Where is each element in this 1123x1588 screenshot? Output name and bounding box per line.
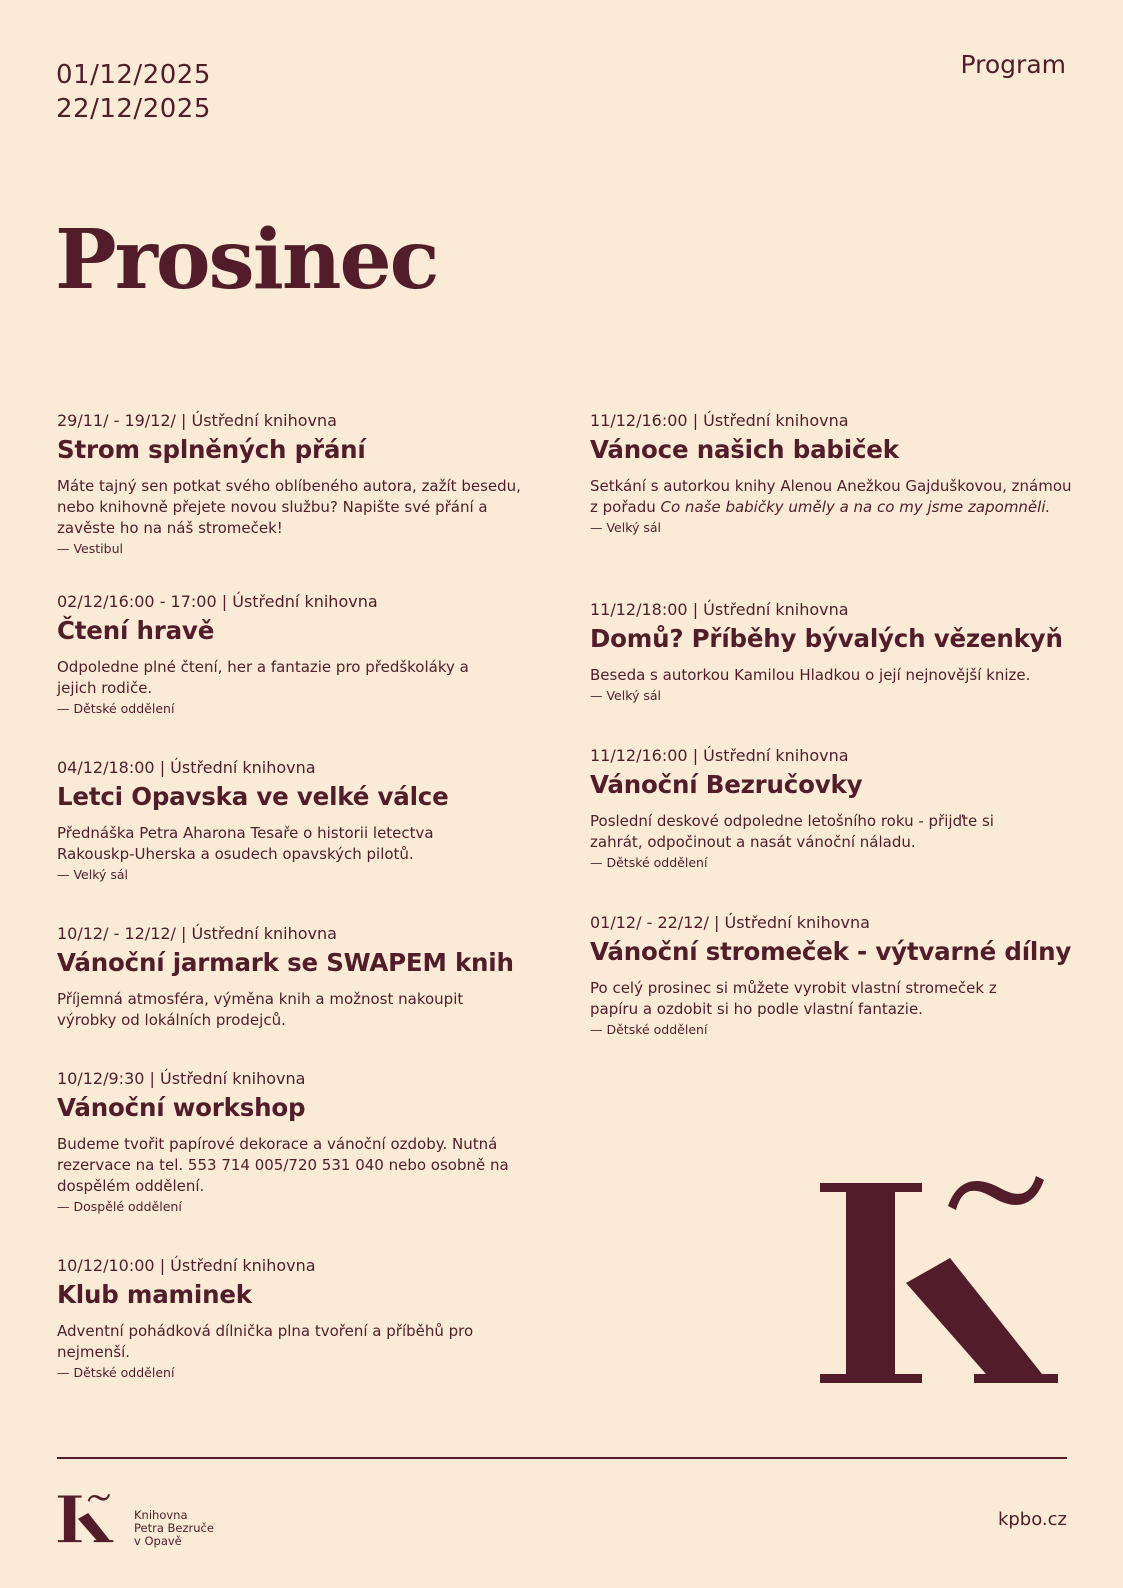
event-letci-opavska xyxy=(57,757,547,884)
event-location: — Dětské oddělení xyxy=(57,701,175,716)
event-location: — Velký sál xyxy=(57,867,129,882)
event-meta: 10/12/ - 12/12/ | Ústřední knihovna xyxy=(57,924,337,943)
date-range xyxy=(56,58,211,126)
event-title: Čtení hravě xyxy=(57,616,215,645)
event-description xyxy=(590,476,1080,518)
event-description: Poslední deskové odpoledne letošního roku - přijďte si zahrát, odpočinout a nasát vánoční náladu. xyxy=(590,812,994,851)
event-meta: 01/12/ - 22/12/ | Ústřední knihovna xyxy=(590,913,870,932)
event-title: Vánoční workshop xyxy=(57,1093,306,1122)
library-logo-small xyxy=(56,1492,118,1548)
event-title: Vánoční Bezručovky xyxy=(590,770,863,799)
event-location: — Dospělé oddělení xyxy=(57,1199,182,1214)
event-location: — Vestibul xyxy=(57,541,123,556)
event-title: Vánoce našich babiček xyxy=(590,435,899,464)
event-vanocni-stromecek xyxy=(590,912,1080,1039)
library-name-line-1: Knihovna xyxy=(134,1508,188,1522)
event-title: Domů? Příběhy bývalých vězenkyň xyxy=(590,624,1063,653)
event-title: Strom splněných přání xyxy=(57,435,366,464)
footer-library-name xyxy=(134,1509,214,1548)
footer-url[interactable]: kpbo.cz xyxy=(997,1509,1067,1530)
event-description: Adventní pohádková dílnička plna tvoření a příběhů pro nejmenší. xyxy=(57,1322,474,1361)
event-meta: 04/12/18:00 | Ústřední knihovna xyxy=(57,758,316,777)
event-title: Klub maminek xyxy=(57,1280,252,1309)
event-cteni-hrave xyxy=(57,591,547,718)
event-strom-splnenych-prani xyxy=(57,410,547,558)
event-vanocni-bezrucovky xyxy=(590,745,1080,872)
event-description: Příjemná atmosféra, výměna knih a možnost nakoupit výrobky od lokálních prodejců. xyxy=(57,990,464,1029)
date-to: 22/12/2025 xyxy=(56,94,211,124)
event-meta: 10/12/9:30 | Ústřední knihovna xyxy=(57,1069,306,1088)
event-description: Přednáška Petra Aharona Tesaře o historii letectva Rakouskp-Uherska a osudech opavských pilotů. xyxy=(57,824,434,863)
event-description: Máte tajný sen potkat svého oblíbeného autora, zažít besedu, nebo knihovně přejete novou službu? Napište své přání a zavěste ho na náš stromeček! xyxy=(57,477,521,537)
event-description: Beseda s autorkou Kamilou Hladkou o její nejnovější knize. xyxy=(590,666,1031,684)
event-location: — Velký sál xyxy=(590,520,662,535)
event-title: Letci Opavska ve velké válce xyxy=(57,782,449,811)
library-name-line-2: Petra Bezruče xyxy=(134,1521,214,1535)
event-meta: 29/11/ - 19/12/ | Ústřední knihovna xyxy=(57,411,337,430)
library-name-line-3: v Opavě xyxy=(134,1534,182,1548)
event-description-text: Setkání s autorkou knihy Alenou Anežkou Gajduškovou, známou z pořadu xyxy=(590,477,1072,516)
event-meta: 11/12/16:00 | Ústřední knihovna xyxy=(590,746,849,765)
library-logo-large xyxy=(820,1168,1070,1408)
event-meta: 11/12/18:00 | Ústřední knihovna xyxy=(590,600,849,619)
event-description-italic: Co naše babičky uměly a na co my jsme zapomněli. xyxy=(660,498,1051,516)
event-vanoce-nasich-babicek xyxy=(590,410,1080,537)
event-title: Vánoční jarmark se SWAPEM knih xyxy=(57,948,514,977)
page-title: Prosinec xyxy=(55,212,438,308)
program-label: Program xyxy=(960,50,1066,79)
event-meta: 10/12/10:00 | Ústřední knihovna xyxy=(57,1256,316,1275)
event-vanocni-workshop xyxy=(57,1068,547,1216)
event-location: — Velký sál xyxy=(590,688,662,703)
event-location: — Dětské oddělení xyxy=(57,1365,175,1380)
event-klub-maminek xyxy=(57,1255,547,1382)
date-from: 01/12/2025 xyxy=(56,60,211,90)
event-description: Po celý prosinec si můžete vyrobit vlastní stromeček z papíru a ozdobit si ho podle vlastní fantazie. xyxy=(590,979,997,1018)
footer-divider xyxy=(57,1457,1067,1459)
event-meta: 11/12/16:00 | Ústřední knihovna xyxy=(590,411,849,430)
event-meta: 02/12/16:00 - 17:00 | Ústřední knihovna xyxy=(57,592,378,611)
event-location: — Dětské oddělení xyxy=(590,1022,708,1037)
event-description: Budeme tvořit papírové dekorace a vánoční ozdoby. Nutná rezervace na tel. 553 714 005/720 531 040 nebo osobně na dospělém oddělení. xyxy=(57,1135,509,1195)
event-description: Odpoledne plné čtení, her a fantazie pro předškoláky a jejich rodiče. xyxy=(57,658,469,697)
event-title: Vánoční stromeček - výtvarné dílny xyxy=(590,937,1072,966)
event-vanocni-jarmark xyxy=(57,923,547,1031)
event-domu-pribehy xyxy=(590,599,1080,705)
event-location: — Dětské oddělení xyxy=(590,855,708,870)
